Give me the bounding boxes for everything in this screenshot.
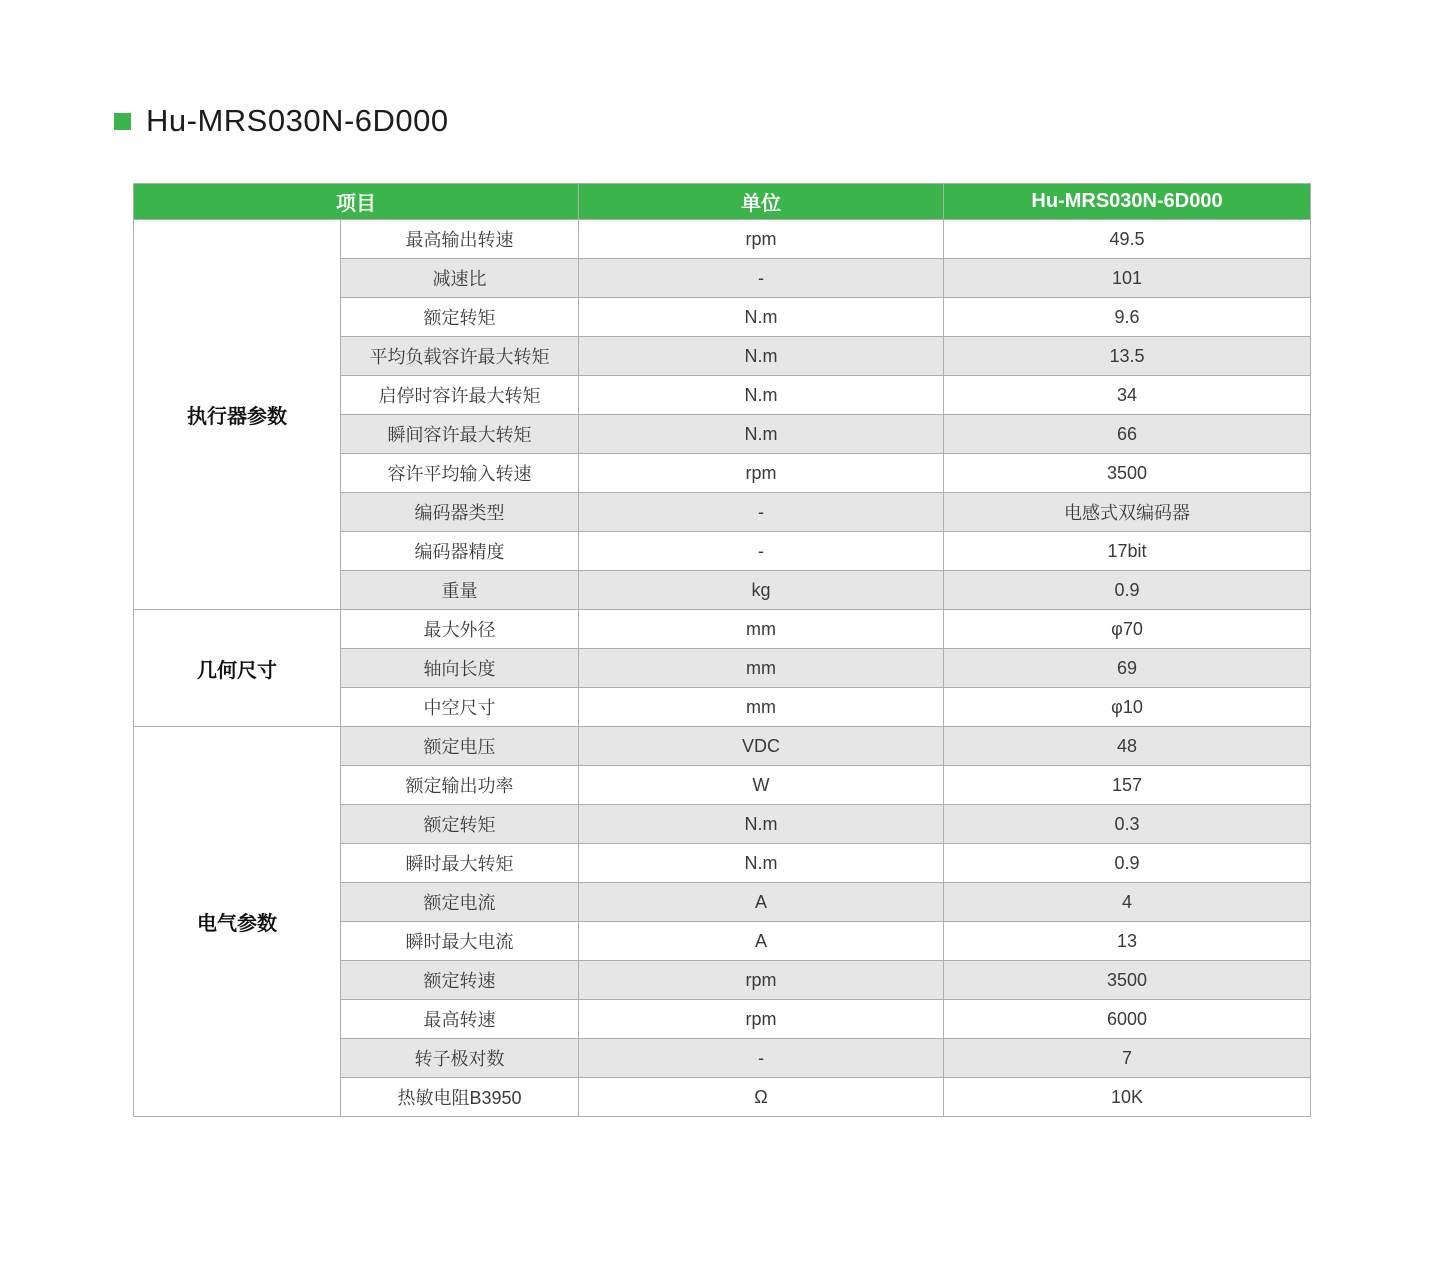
unit-cell: rpm <box>579 220 944 259</box>
param-cell: 额定转矩 <box>341 805 579 844</box>
param-cell: 轴向长度 <box>341 649 579 688</box>
param-cell: 容许平均输入转速 <box>341 454 579 493</box>
value-cell: 101 <box>944 259 1311 298</box>
unit-cell: N.m <box>579 337 944 376</box>
value-cell: 10K <box>944 1078 1311 1117</box>
value-cell: 7 <box>944 1039 1311 1078</box>
unit-cell: - <box>579 493 944 532</box>
unit-cell: mm <box>579 649 944 688</box>
unit-cell: N.m <box>579 298 944 337</box>
param-cell: 编码器精度 <box>341 532 579 571</box>
table-row <box>134 610 1311 649</box>
value-cell: 9.6 <box>944 298 1311 337</box>
spec-table-body <box>134 220 1311 1117</box>
value-cell: 157 <box>944 766 1311 805</box>
unit-cell: W <box>579 766 944 805</box>
value-cell: 13 <box>944 922 1311 961</box>
param-cell: 最大外径 <box>341 610 579 649</box>
value-cell: φ10 <box>944 688 1311 727</box>
param-cell: 平均负载容许最大转矩 <box>341 337 579 376</box>
value-cell: 4 <box>944 883 1311 922</box>
title-bullet-icon <box>114 113 131 130</box>
param-cell: 额定电压 <box>341 727 579 766</box>
value-cell: 34 <box>944 376 1311 415</box>
param-cell: 额定转速 <box>341 961 579 1000</box>
group-label-cell: 执行器参数 <box>134 220 341 610</box>
value-cell: 电感式双编码器 <box>944 493 1311 532</box>
param-cell: 瞬时最大转矩 <box>341 844 579 883</box>
param-cell: 瞬时最大电流 <box>341 922 579 961</box>
param-cell: 编码器类型 <box>341 493 579 532</box>
value-cell: 0.9 <box>944 571 1311 610</box>
header-cell-model: Hu-MRS030N-6D000 <box>944 184 1311 220</box>
param-cell: 减速比 <box>341 259 579 298</box>
page-title: Hu-MRS030N-6D000 <box>146 103 449 138</box>
value-cell: 0.9 <box>944 844 1311 883</box>
unit-cell: N.m <box>579 805 944 844</box>
table-row <box>134 220 1311 259</box>
unit-cell: rpm <box>579 1000 944 1039</box>
value-cell: 6000 <box>944 1000 1311 1039</box>
unit-cell: N.m <box>579 844 944 883</box>
group-label-cell: 几何尺寸 <box>134 610 341 727</box>
header-row <box>134 184 1311 220</box>
value-cell: 3500 <box>944 454 1311 493</box>
unit-cell: mm <box>579 610 944 649</box>
param-cell: 最高输出转速 <box>341 220 579 259</box>
spec-table <box>133 183 1311 1117</box>
spec-table-head <box>134 184 1311 220</box>
param-cell: 额定电流 <box>341 883 579 922</box>
unit-cell: - <box>579 1039 944 1078</box>
unit-cell: rpm <box>579 961 944 1000</box>
param-cell: 瞬间容许最大转矩 <box>341 415 579 454</box>
param-cell: 启停时容许最大转矩 <box>341 376 579 415</box>
value-cell: 48 <box>944 727 1311 766</box>
param-cell: 转子极对数 <box>341 1039 579 1078</box>
header-cell-item: 项目 <box>134 184 579 220</box>
header-cell-unit: 单位 <box>579 184 944 220</box>
unit-cell: N.m <box>579 376 944 415</box>
unit-cell: - <box>579 532 944 571</box>
value-cell: 66 <box>944 415 1311 454</box>
unit-cell: N.m <box>579 415 944 454</box>
value-cell: 17bit <box>944 532 1311 571</box>
unit-cell: kg <box>579 571 944 610</box>
unit-cell: Ω <box>579 1078 944 1117</box>
param-cell: 额定转矩 <box>341 298 579 337</box>
param-cell: 中空尺寸 <box>341 688 579 727</box>
param-cell: 最高转速 <box>341 1000 579 1039</box>
page-title-block <box>114 103 449 139</box>
param-cell: 热敏电阻B3950 <box>341 1078 579 1117</box>
value-cell: 49.5 <box>944 220 1311 259</box>
table-row <box>134 727 1311 766</box>
value-cell: 13.5 <box>944 337 1311 376</box>
param-cell: 重量 <box>341 571 579 610</box>
unit-cell: VDC <box>579 727 944 766</box>
value-cell: 0.3 <box>944 805 1311 844</box>
value-cell: φ70 <box>944 610 1311 649</box>
group-label-cell: 电气参数 <box>134 727 341 1117</box>
unit-cell: rpm <box>579 454 944 493</box>
unit-cell: mm <box>579 688 944 727</box>
param-cell: 额定输出功率 <box>341 766 579 805</box>
unit-cell: A <box>579 883 944 922</box>
unit-cell: A <box>579 922 944 961</box>
value-cell: 3500 <box>944 961 1311 1000</box>
unit-cell: - <box>579 259 944 298</box>
value-cell: 69 <box>944 649 1311 688</box>
